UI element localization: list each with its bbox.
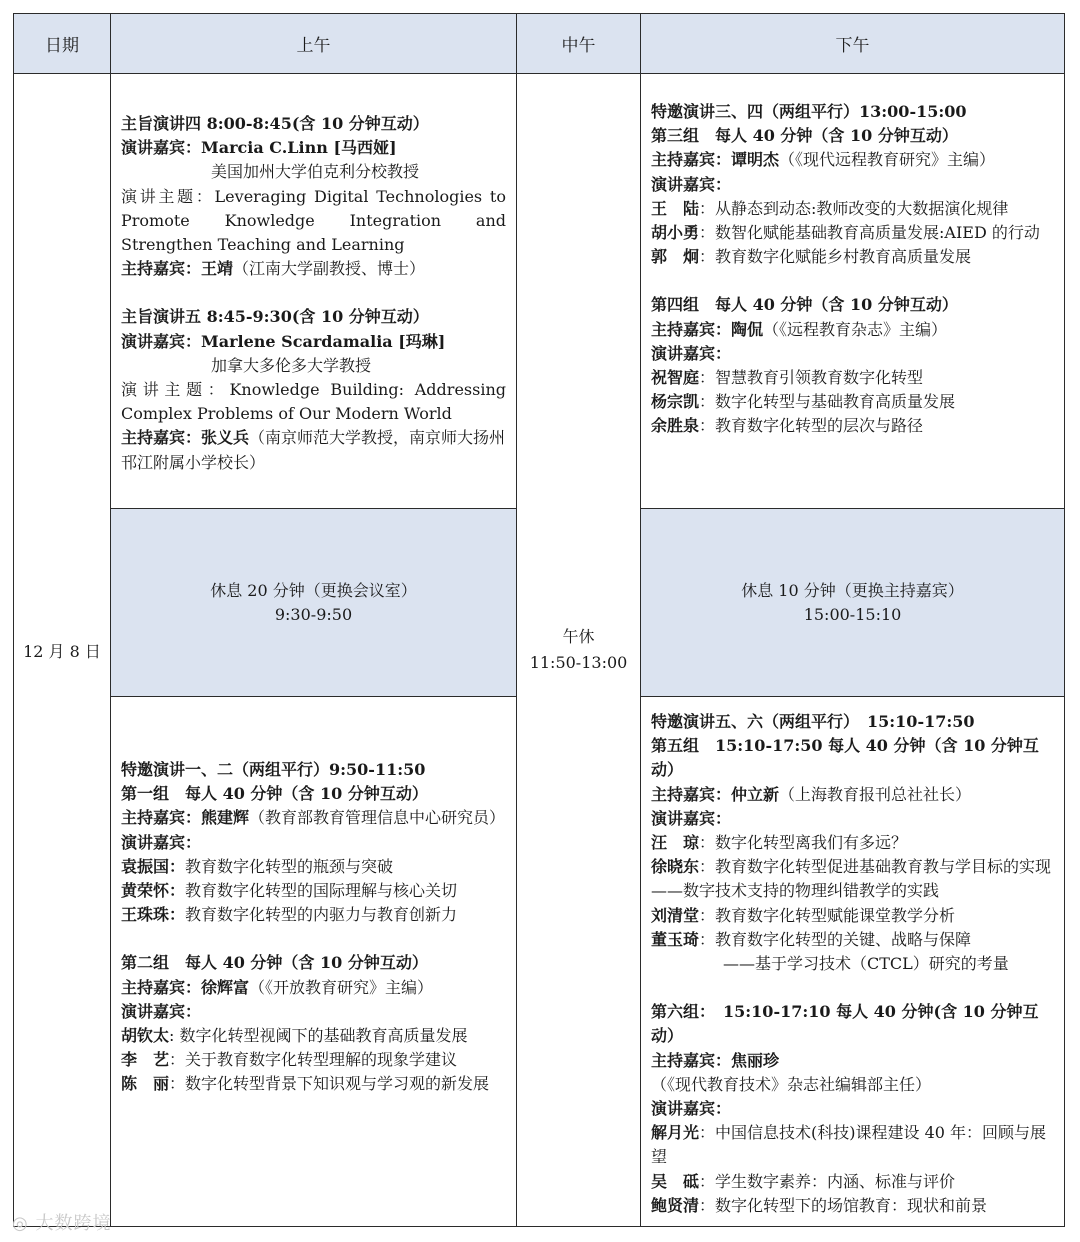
group-4-title: 第四组 每人 40 分钟（含 10 分钟互动） [651, 295, 958, 315]
keynote-5-topic: 演讲主题：Knowledge Building: Addressing Complex Problems of Our Modern World [121, 380, 506, 424]
keynote-5-host: 主持嘉宾：张义兵（南京师范大学教授，南京师大扬州邗江附属小学校长） [121, 428, 506, 472]
group-3-speaker: 胡小勇：数智化赋能基础教育高质量发展:AIED 的行动 [651, 223, 1040, 243]
keynote-4-speaker: 演讲嘉宾：Marcia C.Linn [马西娅] [121, 138, 397, 158]
afternoon-break-label: 休息 10 分钟（更换主持嘉宾） [741, 580, 964, 600]
noon-break-label: 午休 [562, 627, 595, 646]
noon-break-time: 11:50-13:00 [529, 653, 628, 672]
morning-break-label: 休息 20 分钟（更换会议室） [210, 580, 417, 600]
group-1-speaker: 黄荣怀：教育数字化转型的国际理解与核心关切 [121, 881, 458, 901]
group-5-host: 主持嘉宾：仲立新（上海教育报刊总社社长） [651, 784, 972, 804]
group-4-host: 主持嘉宾：陶侃（《远程教育杂志》主编） [651, 319, 948, 339]
group-5-speaker: 董玉琦：教育数字化转型的关键、战略与保障 [651, 929, 972, 949]
keynote-4-host: 主持嘉宾：王靖（江南大学副教授、博士） [121, 259, 426, 279]
date-cell: 12 月 8 日 [14, 74, 111, 1227]
keynote-4-affiliation: 美国加州大学伯克利分校教授 [211, 162, 420, 182]
schedule-table [13, 13, 1065, 1227]
afternoon-break-cell [641, 509, 1065, 697]
afternoon-break-time: 15:00-15:10 [803, 604, 902, 624]
header-morning: 上午 [111, 14, 517, 74]
header-afternoon: 下午 [641, 14, 1065, 74]
group-3-speaker: 郭 炯：教育数字化赋能乡村教育高质量发展 [651, 247, 972, 267]
group-5-speaker: 刘清堂：教育数字化转型赋能课堂教学分析 [651, 905, 956, 925]
afternoon-session-1-cell [641, 74, 1065, 509]
header-noon: 中午 [517, 14, 641, 74]
group-6-speaker: 鲍贤清：数字化转型下的场馆教育：现状和前景 [651, 1195, 988, 1215]
group-5-speakers-label: 演讲嘉宾： [651, 808, 732, 828]
group-5-title: 第五组 15:10-17:50 每人 40 分钟（含 10 分钟互动） [651, 736, 1039, 780]
invited-3-4-title: 特邀演讲三、四（两组平行）13:00-15:00 [651, 102, 967, 121]
group-6-speakers-label: 演讲嘉宾： [651, 1099, 732, 1119]
group-1-host: 主持嘉宾：熊建辉（教育部教育管理信息中心研究员） [121, 808, 506, 828]
group-1-speaker: 王珠珠：教育数字化转型的内驱力与教育创新力 [121, 905, 458, 925]
keynote-5-affiliation: 加拿大多伦多大学教授 [211, 355, 372, 375]
group-1-speakers-label: 演讲嘉宾： [121, 832, 202, 852]
watermark-text: 大数跨境 [35, 1213, 112, 1234]
watermark [12, 1209, 111, 1235]
group-1-title: 第一组 每人 40 分钟（含 10 分钟互动） [121, 784, 428, 804]
group-3-speakers-label: 演讲嘉宾： [651, 174, 732, 194]
group-4-speaker: 余胜泉：教育数字化转型的层次与路径 [651, 416, 924, 436]
group-2-host: 主持嘉宾：徐辉富（《开放教育研究》主编） [121, 977, 434, 997]
invited-5-6-title: 特邀演讲五、六（两组平行） 15:10-17:50 [651, 712, 975, 731]
group-4-speakers-label: 演讲嘉宾： [651, 343, 732, 363]
morning-session-2-cell [111, 697, 517, 1227]
group-2-speaker: 李 艺：关于教育数字化转型理解的现象学建议 [121, 1050, 458, 1070]
keynote-4-topic: 演讲主题：Leveraging Digital Technologies to Promote Knowledge Integration and Strengthen Teaching and Learning [121, 186, 506, 255]
morning-break-time: 9:30-9:50 [274, 604, 353, 624]
noon-break-cell [517, 74, 641, 1227]
keynote-5-title: 主旨演讲五 8:45-9:30(含 10 分钟互动） [121, 307, 429, 327]
weibo-icon: ◎ [12, 1213, 29, 1234]
group-2-speakers-label: 演讲嘉宾： [121, 1001, 202, 1021]
group-6-speaker: 吴 砥：学生数字素养：内涵、标准与评价 [651, 1171, 956, 1191]
keynote-5-speaker: 演讲嘉宾：Marlene Scardamalia [玛琳] [121, 331, 446, 351]
group-6-speaker: 解月光：中国信息技术(科技)课程建设 40 年：回顾与展望 [651, 1123, 1047, 1167]
group-2-speaker: 胡钦太: 数字化转型视阈下的基础教育高质量发展 [121, 1026, 468, 1046]
group-2-speaker: 陈 丽：数字化转型背景下知识观与学习观的新发展 [121, 1074, 490, 1094]
invited-1-2-title: 特邀演讲一、二（两组平行）9:50-11:50 [121, 760, 426, 779]
group-4-speaker: 祝智庭：智慧教育引领教育数字化转型 [651, 368, 924, 388]
session-row-1 [14, 74, 1065, 509]
header-date: 日期 [14, 14, 111, 74]
group-5-speaker: 汪 琼：数字化转型离我们有多远？ [651, 833, 908, 853]
keynote-4-title: 主旨演讲四 8:00-8:45(含 10 分钟互动） [121, 114, 429, 133]
morning-keynotes-cell [111, 74, 517, 509]
morning-break-cell [111, 509, 517, 697]
group-3-host: 主持嘉宾：谭明杰（《现代远程教育研究》主编） [651, 150, 996, 170]
group-1-speaker: 袁振国：教育数字化转型的瓶颈与突破 [121, 856, 394, 876]
group-3-speaker: 王 陆：从静态到动态:教师改变的大数据演化规律 [651, 198, 1009, 218]
group-5-speaker-subtitle: ——基于学习技术（CTCL）研究的考量 [723, 954, 1009, 974]
header-row [14, 14, 1065, 74]
group-6-host: 主持嘉宾：焦丽珍（《现代教育技术》杂志社编辑部主任） [651, 1050, 932, 1094]
group-3-title: 第三组 每人 40 分钟（含 10 分钟互动） [651, 126, 958, 146]
group-5-speaker: 徐晓东：教育数字化转型促进基础教育教与学目标的实现——数字技术支持的物理纠错教学的实践 [651, 857, 1052, 901]
group-6-title: 第六组： 15:10-17:10 每人 40 分钟(含 10 分钟互动） [651, 1002, 1039, 1046]
group-4-speaker: 杨宗凯：数字化转型与基础教育高质量发展 [651, 392, 956, 412]
group-2-title: 第二组 每人 40 分钟（含 10 分钟互动） [121, 953, 428, 973]
afternoon-session-2-cell [641, 697, 1065, 1227]
